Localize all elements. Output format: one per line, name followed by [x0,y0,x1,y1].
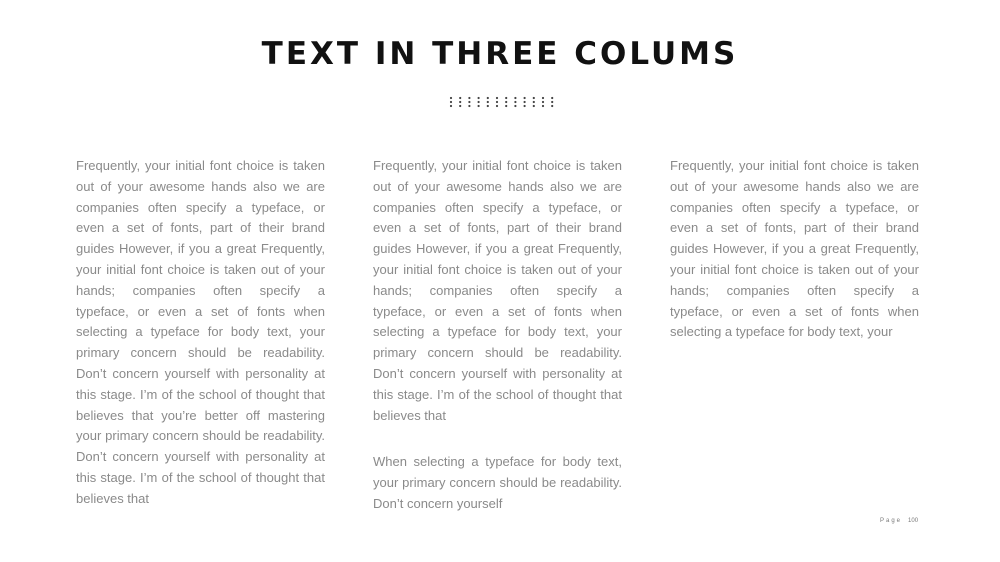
dot [524,97,526,99]
dot [496,101,498,103]
dot [450,105,452,107]
dot [487,97,489,99]
dot [487,105,489,107]
dot [533,101,535,103]
dot [524,105,526,107]
dot [514,101,516,103]
page-number: 100 [908,518,919,524]
dot [459,105,461,107]
dot [505,101,507,103]
dot [487,101,489,103]
dot [496,97,498,99]
slide-title: TEXT IN THREE COLUMS [261,36,739,72]
column-paragraph: Frequently, your initial font choice is taken out of your awesome hands also we are companies often specify a typeface, or even a set of fonts, part of their brand guides However, if you a great Frequently, your initial font choice is taken out of your hands; companies often specify a typeface, or even a set of fonts when selecting a typeface for body text, your primary concern should be readability. Don’t concern yourself with personality at this stage. I’m of the school of thought that believes that [373,158,622,423]
dot [468,97,470,99]
dot [542,101,544,103]
dot [459,97,461,99]
text-column-2 [373,156,622,515]
dot [505,105,507,107]
dot [551,97,553,99]
column-paragraph: Frequently, your initial font choice is taken out of your awesome hands also we are companies often specify a typeface, or even a set of fonts, part of their brand guides However, if you a great Frequently, your initial font choice is taken out of your hands; companies often specify a typeface, or even a set of fonts when selecting a typeface for body text, your primary concern should be readability. Don’t concern yourself with personality at this stage. I’m of the school of thought that believes that you’re better off mastering your primary concern should be readability. Don’t concern yourself with personality at this stage. I’m of the school of thought that believes that [76,158,325,506]
dot [542,97,544,99]
dot [505,97,507,99]
dot [478,97,480,99]
dot [514,97,516,99]
dot [524,101,526,103]
column-paragraph: Frequently, your initial font choice is taken out of your awesome hands also we are companies often specify a typeface, or even a set of fonts, part of their brand guides However, if you a great Frequently, your initial font choice is taken out of your hands; companies often specify a typeface, or even a set of fonts when selecting a typeface for body text, your [670,158,919,340]
text-column-3 [670,156,919,343]
dot [468,101,470,103]
dot [450,97,452,99]
dot [533,105,535,107]
dot-grid [450,97,553,107]
dot [542,105,544,107]
dot [551,101,553,103]
dot [496,105,498,107]
dot [450,101,452,103]
text-column-1 [76,156,325,510]
dot [514,105,516,107]
dot [551,105,553,107]
dot-grid-divider [449,96,555,108]
dot [533,97,535,99]
page-footer [880,518,940,524]
dot [478,101,480,103]
dot [478,105,480,107]
dot [459,101,461,103]
dot [468,105,470,107]
page-label: Page [880,518,903,524]
column-paragraph: When selecting a typeface for body text, your primary concern should be readability. Don’t concern yourself [373,454,622,511]
